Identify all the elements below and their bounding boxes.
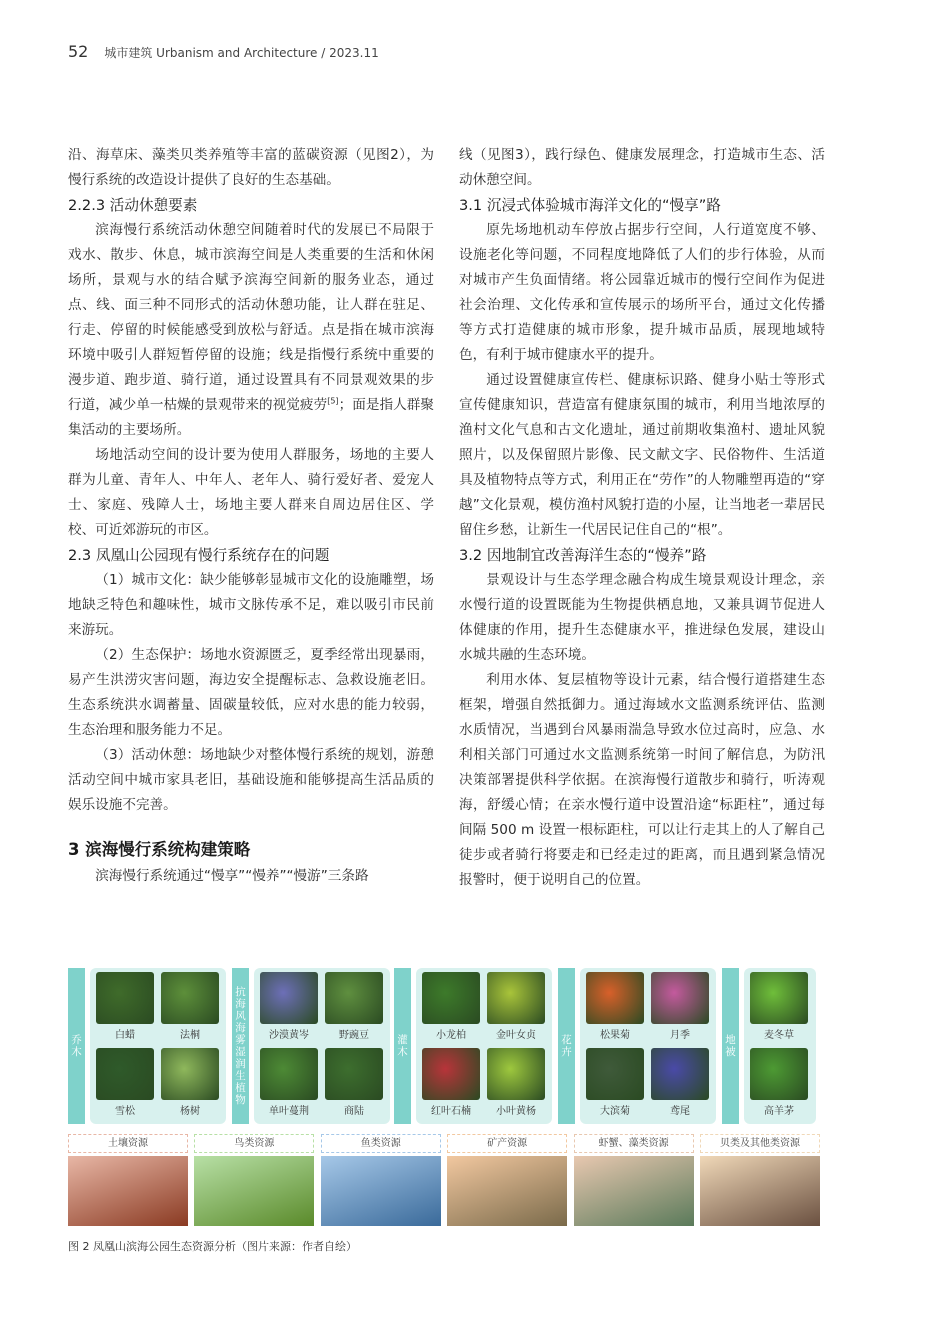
plant-label: 白蜡 [115, 1030, 135, 1041]
plant-label: 野豌豆 [339, 1030, 369, 1041]
plant-label: 大滨菊 [600, 1106, 630, 1117]
plant-label: 红叶石楠 [431, 1106, 471, 1117]
plant-photo [750, 972, 808, 1024]
resource-photo [447, 1156, 567, 1226]
plant-label: 法桐 [180, 1030, 200, 1041]
resource-photo [700, 1156, 820, 1226]
plant-label: 月季 [670, 1030, 690, 1041]
resource-label: 矿产资源 [447, 1134, 567, 1153]
citation: [5] [327, 396, 339, 406]
plant-label: 鸢尾 [670, 1106, 690, 1117]
plant-photo [651, 1048, 709, 1100]
paragraph: 利用水体、复层植物等设计元素，结合慢行道搭建生态框架，增强自然抵御力。通过海域水文监测系统评估、监测水质情况，当遇到台风暴雨湍急导致水位过高时，应急、水利相关部门可通过水文监测系统第一时间了解信息，为防汛决策部署提供科学依据。在滨海慢行道散步和骑行，听涛观海，舒缓心情；在亲水慢行道中设置沿途“标距柱”，通过每间隔 500 m 设置一根标距柱，可以让行走其上的人了解自己徒步或者骑行将要走和已经走过的距离，而且遇到紧急情况报警时，便于说明自己的位置。 [459, 672, 825, 888]
plant-photo [422, 1048, 480, 1100]
right-column [459, 143, 825, 893]
resource-item [447, 1134, 567, 1222]
plant-label: 单叶蔓荆 [269, 1106, 309, 1117]
resource-item [700, 1134, 820, 1222]
plant-label: 杨树 [180, 1106, 200, 1117]
plant-label: 小叶黄杨 [496, 1106, 536, 1117]
plant-photo [96, 1048, 154, 1100]
plant-photo [325, 972, 383, 1024]
resource-item [574, 1134, 694, 1222]
resource-photo [574, 1156, 694, 1226]
resource-label: 鸟类资源 [194, 1134, 314, 1153]
plant-photo [161, 1048, 219, 1100]
page-header [68, 42, 379, 61]
plant-photo [651, 972, 709, 1024]
page-number: 52 [68, 42, 89, 61]
category-label: 灌木 [394, 968, 411, 1124]
figure-ecological-resources [68, 962, 820, 1224]
resource-label: 贝类及其他类资源 [700, 1134, 820, 1153]
category-label: 抗海风海雾湿润生植物 [232, 968, 249, 1124]
paragraph: 沿、海草床、藻类贝类养殖等丰富的蓝碳资源（见图2），为慢行系统的改造设计提供了良好的生态基础。 [68, 147, 434, 188]
plant-photo [487, 1048, 545, 1100]
category-label: 花卉 [558, 968, 575, 1124]
plant-photo [260, 972, 318, 1024]
resource-photo [68, 1156, 188, 1226]
chapter-heading: 3 滨海慢行系统构建策略 [68, 840, 251, 859]
paragraph: 滨海慢行系统活动休憩空间随着时代的发展已不局限于戏水、散步、休息，城市滨海空间是人类重要的生活和休闲场所，景观与水的结合赋予滨海空间新的服务业态，通过点、线、面三种不同形式的活动休憩功能，让人群在驻足、行走、停留的时候能感受到放松与舒适。点是指在城市滨海环境中吸引人群短暂停留的设施；线是指慢行系统中重要的漫步道、跑步道、骑行道，通过设置具有不同景观效果的步行道，减少单一枯燥的景观带来的视觉疲劳[5]；面是指人群聚集活动的主要场所。 [68, 222, 435, 438]
left-column [68, 143, 434, 889]
plant-label: 松果菊 [600, 1030, 630, 1041]
plant-photo [96, 972, 154, 1024]
plant-label: 沙漠黄岑 [269, 1030, 309, 1041]
paragraph: （3）活动休憩：场地缺少对整体慢行系统的规划，游憩活动空间中城市家具老旧，基础设施和能够提高生活品质的娱乐设施不完善。 [68, 747, 434, 813]
resource-label: 虾蟹、藻类资源 [574, 1134, 694, 1153]
category-label: 地被 [722, 968, 739, 1124]
section-heading: 3.2 因地制宜改善海洋生态的“慢养”路 [459, 547, 707, 564]
paragraph: （1）城市文化：缺少能够彰显城市文化的设施雕塑，场地缺乏特色和趣味性，城市文脉传承不足，难以吸引市民前来游玩。 [68, 572, 434, 638]
plant-photo [161, 972, 219, 1024]
paragraph: 景观设计与生态学理念融合构成生境景观设计理念，亲水慢行道的设置既能为生物提供栖息地，又兼具调节促进人体健康的作用，提升生态健康水平，推进绿色发展，建设山水城共融的生态环境。 [459, 572, 825, 663]
paragraph: 场地活动空间的设计要为使用人群服务，场地的主要人群为儿童、青年人、中年人、老年人、骑行爱好者、爱宠人士、家庭、残障人士，场地主要人群来自周边居住区、学校、可近郊游玩的市区。 [68, 447, 434, 538]
paragraph: （2）生态保护：场地水资源匮乏，夏季经常出现暴雨，易产生洪涝灾害问题，海边安全提醒标志、急救设施老旧。生态系统洪水调蓄量、固碳量较低，应对水患的能力较弱，生态治理和服务能力不足。 [68, 647, 434, 738]
journal-title: 城市建筑 Urbanism and Architecture / 2023.11 [104, 46, 379, 60]
section-heading: 2.3 凤凰山公园现有慢行系统存在的问题 [68, 547, 330, 564]
resource-item [194, 1134, 314, 1222]
resource-item [321, 1134, 441, 1222]
resource-label: 鱼类资源 [321, 1134, 441, 1153]
plant-label: 高羊茅 [764, 1106, 794, 1117]
plant-label: 小龙柏 [436, 1030, 466, 1041]
section-heading: 3.1 沉浸式体验城市海洋文化的“慢享”路 [459, 197, 721, 214]
resource-label: 土壤资源 [68, 1134, 188, 1153]
plant-label: 商陆 [344, 1106, 364, 1117]
paragraph: 原先场地机动车停放占据步行空间，人行道宽度不够、设施老化等问题，不同程度地降低了人们的步行体验，从而对城市产生负面情绪。将公园靠近城市的慢行空间作为促进社会治理、文化传承和宣传展示的场所平台，通过文化传播等方式打造健康的城市形象，提升城市品质，展现地域特色，有利于城市健康水平的提升。 [459, 222, 825, 363]
plant-photo [260, 1048, 318, 1100]
plant-photo [422, 972, 480, 1024]
plant-label: 麦冬草 [764, 1030, 794, 1041]
paragraph: 通过设置健康宣传栏、健康标识路、健身小贴士等形式宣传健康知识，营造富有健康氛围的城市，利用当地浓厚的渔村文化气息和古文化遗址，通过前期收集渔村、遗址风貌照片，以及保留照片影像、民文献文字、民俗物件、生活道具及植物特点等方式，利用正在“劳作”的人物雕塑再造的“穿越”文化景观，模仿渔村风貌打造的小屋，让当地老一辈居民留住乡愁，让新生一代居民记住自己的“根”。 [459, 372, 825, 538]
figure-caption: 图 2 凤凰山滨海公园生态资源分析（图片来源：作者自绘） [68, 1240, 357, 1253]
category-label: 乔木 [68, 968, 85, 1124]
plant-photo [586, 972, 644, 1024]
plant-photo [487, 972, 545, 1024]
plant-photo [325, 1048, 383, 1100]
plant-label: 雪松 [115, 1106, 135, 1117]
plant-photo [586, 1048, 644, 1100]
section-heading: 2.2.3 活动休憩要素 [68, 197, 198, 214]
resource-photo [194, 1156, 314, 1226]
resource-photo [321, 1156, 441, 1226]
plant-label: 金叶女贞 [496, 1030, 536, 1041]
plant-photo [750, 1048, 808, 1100]
resource-item [68, 1134, 188, 1222]
paragraph: 线（见图3），践行绿色、健康发展理念，打造城市生态、活动休憩空间。 [459, 147, 825, 188]
paragraph: 滨海慢行系统通过“慢享”“慢养”“慢游”三条路 [95, 868, 369, 884]
